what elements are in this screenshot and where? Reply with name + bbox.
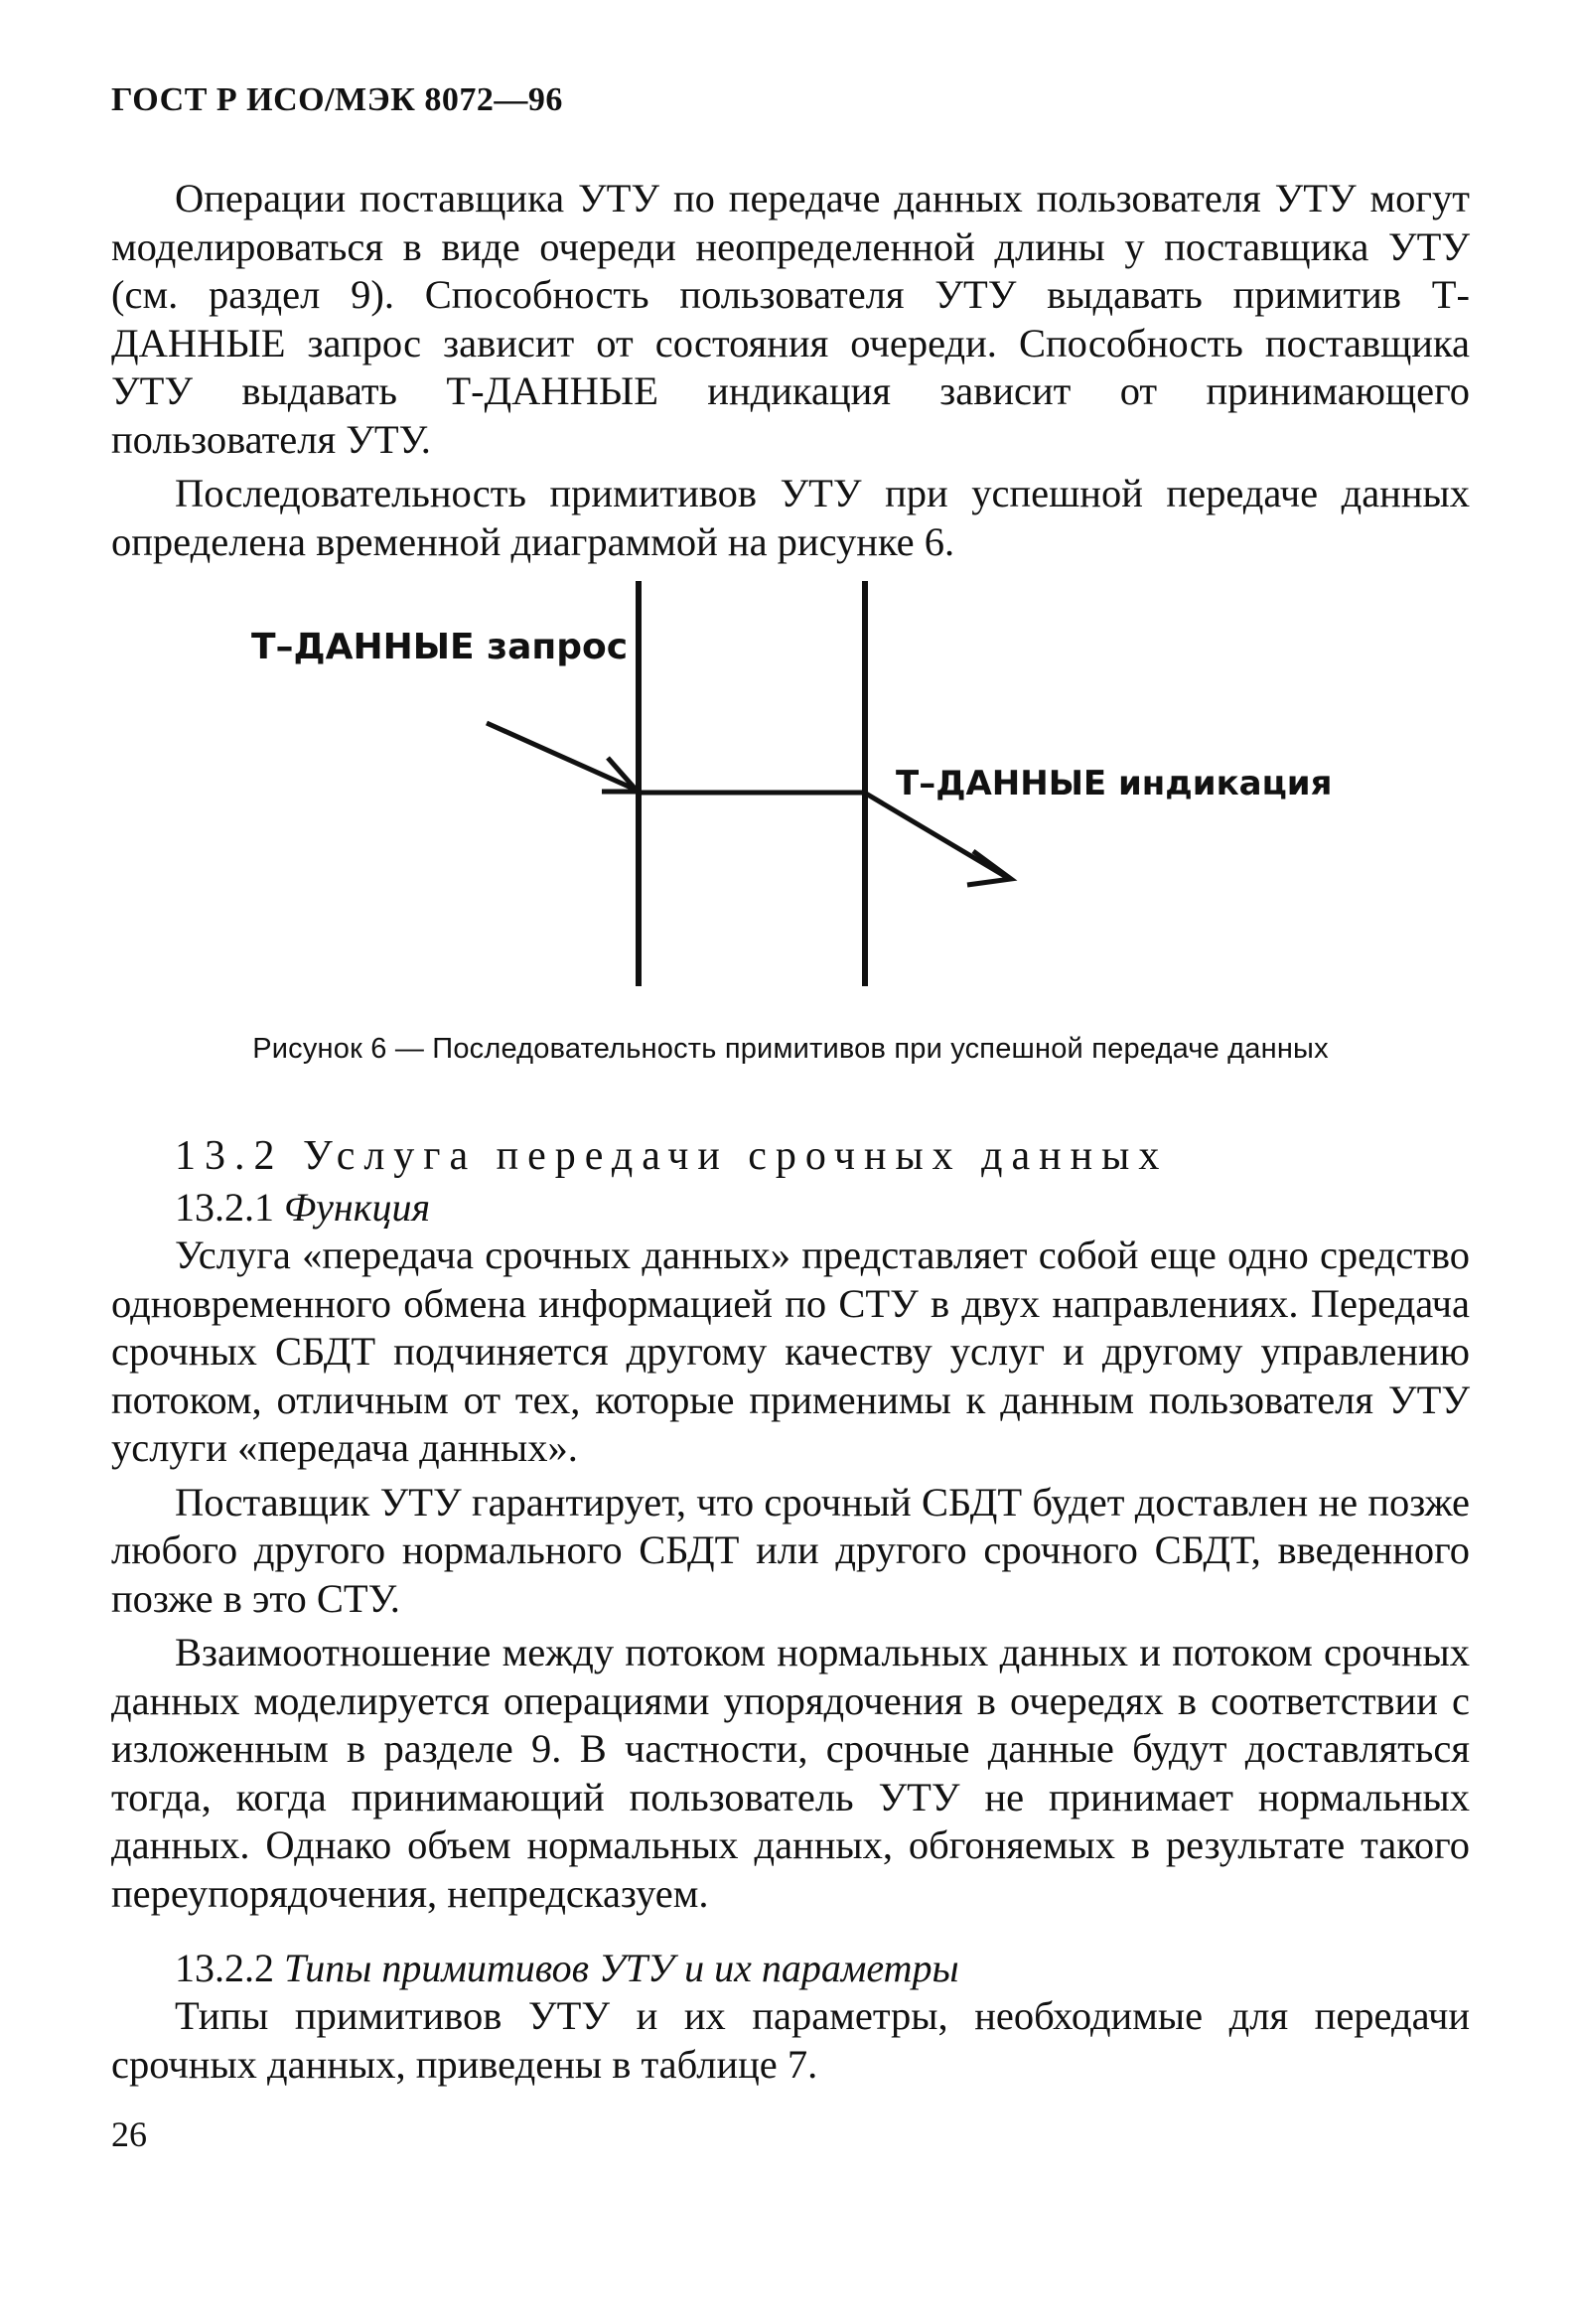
figure-caption: Рисунок 6 — Последовательность примитивов при успешной передаче данных: [252, 1033, 1329, 1065]
primitives-body: [111, 1992, 1470, 2095]
section-heading: [175, 1132, 1168, 1180]
paragraph-expedited-service: Услуга «передача срочных данных» представляет собой еще одно средство одновременного обмена информацией по СТУ в двух направлениях. Передача срочных СБДТ подчиняется другому качеству услуг и другому управлению потоком, отличным от тех, которые применимы к данным пользователя УТУ услуги «передача данных».: [111, 1233, 1470, 1470]
page-number: 26: [111, 2114, 147, 2154]
paragraph-sequence-ref: Последовательность примитивов УТУ при успешной передаче данных определена временной диаграммой на рисунке 6.: [111, 471, 1470, 564]
subsection-heading-primitives: [175, 1945, 959, 1991]
section-number: 13.2: [175, 1133, 284, 1179]
subsection-title: Типы примитивов УТУ и их параметры: [284, 1946, 959, 1990]
request-arrow-line: [487, 723, 636, 790]
section-title: Услуга передачи срочных данных: [303, 1133, 1169, 1179]
subsection-number: 13.2.1: [175, 1185, 274, 1230]
label-t-data-request: Т–ДАННЫЕ запрос: [251, 627, 629, 667]
subsection-number: 13.2.2: [175, 1946, 274, 1990]
label-t-data-indication: Т–ДАННЫЕ индикация: [896, 764, 1333, 803]
paragraph-provider-guarantee: Поставщик УТУ гарантирует, что срочный СБДТ будет доставлен не позже любого другого нормального СБДТ или другого срочного СБДТ, введенного позже в это СТУ.: [111, 1479, 1470, 1621]
paragraph-table-ref: Типы примитивов УТУ и их параметры, необходимые для передачи срочных данных, приведены в таблице 7.: [111, 1993, 1470, 2087]
paragraph-queue-model: Операции поставщика УТУ по передаче данных пользователя УТУ могут моделироваться в виде очереди неопределенной длины у поставщика УТУ (см. раздел 9). Способность пользователя УТУ выдавать примитив Т-ДАННЫЕ запрос зависит от состояния очереди. Способность поставщика УТУ выдавать Т-ДАННЫЕ индикация зависит от принимающего пользователя УТУ.: [111, 176, 1470, 462]
subsection-heading-function: [175, 1184, 430, 1231]
indication-arrow-line: [866, 794, 1008, 878]
document-header: ГОСТ Р ИСО/МЭК 8072—96: [111, 81, 563, 118]
figure-6-time-diagram: [228, 581, 1351, 998]
subsection-title: Функция: [284, 1185, 431, 1230]
intro-text: [111, 175, 1470, 572]
section-body: [111, 1232, 1470, 1924]
time-sequence-diagram: [228, 581, 1351, 998]
paragraph-flow-relation: Взаимоотношение между потоком нормальных данных и потоком срочных данных моделируется операциями упорядочения в очередях в соответствии с изложенным в разделе 9. В частности, срочные данные будут доставляться тогда, когда принимающий пользователь УТУ не принимает нормальных данных. Однако объем нормальных данных, обгоняемых в результате такого переупорядочения, непредсказуем.: [111, 1630, 1470, 1916]
